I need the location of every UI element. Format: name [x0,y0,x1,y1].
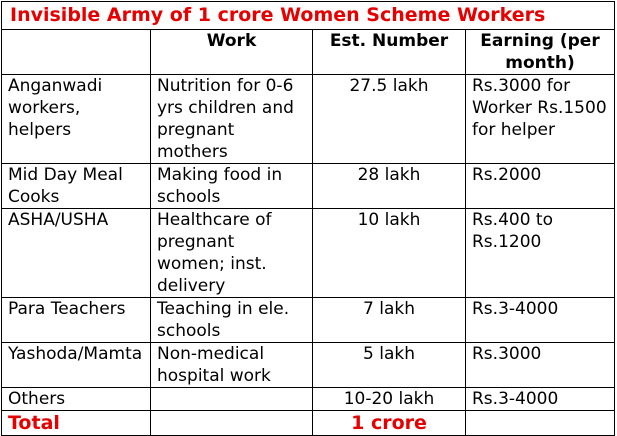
cell-number: 10-20 lakh [313,388,466,411]
cell-category: Para Teachers [2,298,151,343]
title-row [2,2,615,30]
header-row [2,30,615,75]
total-row [2,411,615,436]
cell-earning: Rs.3000 for Worker Rs.1500 for helper [466,75,615,164]
cell-number: 28 lakh [313,164,466,209]
table-title: Invisible Army of 1 crore Women Scheme Workers [2,2,615,30]
cell-category: Mid Day Meal Cooks [2,164,151,209]
total-work-empty [151,411,313,436]
cell-work: Making food in schools [151,164,313,209]
header-number: Est. Number [313,30,466,75]
cell-work [151,388,313,411]
cell-number: 7 lakh [313,298,466,343]
cell-category: Yashoda/Mamta [2,343,151,388]
total-number: 1 crore [313,411,466,436]
cell-earning: Rs.3-4000 [466,298,615,343]
total-earning-empty [466,411,615,436]
cell-category: ASHA/USHA [2,209,151,298]
cell-work: Nutrition for 0-6 yrs children and pregnant mothers [151,75,313,164]
cell-number: 27.5 lakh [313,75,466,164]
scheme-workers-table [1,1,615,436]
cell-earning: Rs.400 to Rs.1200 [466,209,615,298]
table-row [2,209,615,298]
cell-work: Healthcare of pregnant women; inst. delivery [151,209,313,298]
header-category [2,30,151,75]
header-work: Work [151,30,313,75]
cell-work: Non-medical hospital work [151,343,313,388]
total-label: Total [2,411,151,436]
cell-work: Teaching in ele. schools [151,298,313,343]
table-row [2,343,615,388]
table-row [2,298,615,343]
table-row [2,388,615,411]
header-earning: Earning (per month) [466,30,615,75]
cell-number: 10 lakh [313,209,466,298]
cell-earning: Rs.3000 [466,343,615,388]
cell-category: Anganwadi workers, helpers [2,75,151,164]
cell-number: 5 lakh [313,343,466,388]
table-row [2,164,615,209]
cell-earning: Rs.3-4000 [466,388,615,411]
table-row [2,75,615,164]
cell-earning: Rs.2000 [466,164,615,209]
cell-category: Others [2,388,151,411]
